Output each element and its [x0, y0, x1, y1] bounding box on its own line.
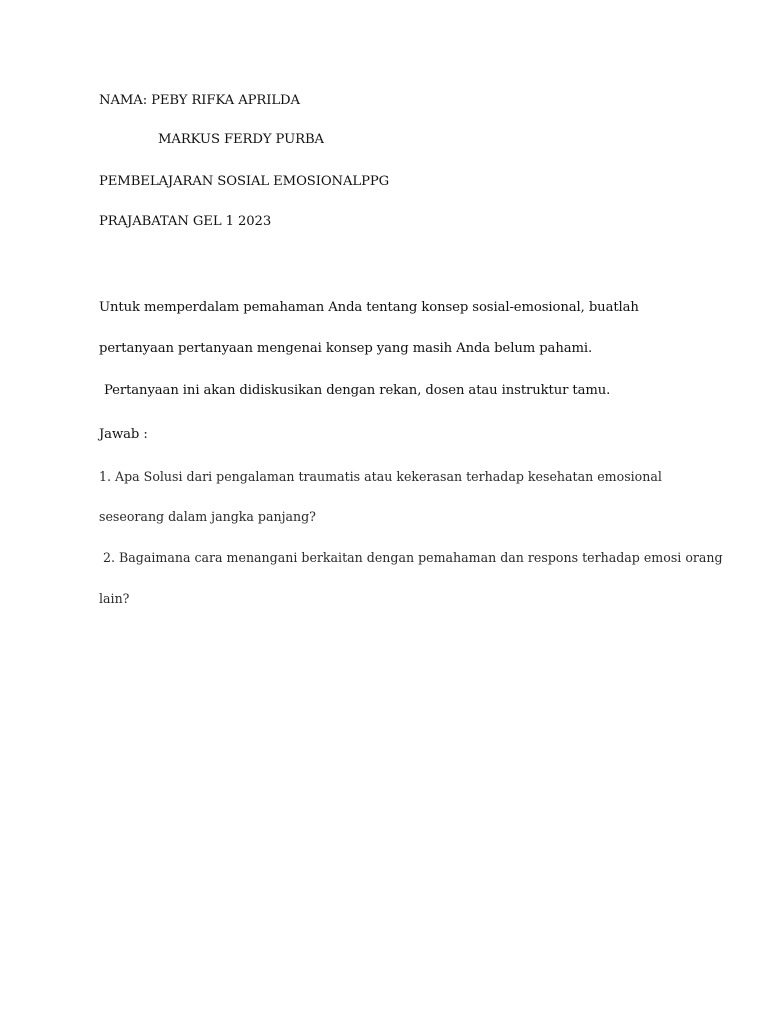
instruction-line-1: Untuk memperdalam pemahaman Anda tentang konsep sosial-emosional, buatlah: [99, 300, 639, 315]
student-name-2: MARKUS FERDY PURBA: [158, 132, 324, 147]
course-title: PEMBELAJARAN SOSIAL EMOSIONALPPG: [99, 174, 390, 189]
student-name-1: NAMA: PEBY RIFKA APRILDA: [99, 93, 300, 108]
instruction-line-2: pertanyaan pertanyaan mengenai konsep yang masih Anda belum pahami.: [99, 341, 593, 356]
batch-title: PRAJABATAN GEL 1 2023: [99, 214, 272, 229]
instruction-line-3: Pertanyaan ini akan didiskusikan dengan rekan, dosen atau instruktur tamu.: [104, 383, 611, 398]
question-2-line-2: lain?: [99, 591, 130, 606]
answer-label: Jawab :: [99, 427, 148, 442]
question-1-line-2: seseorang dalam jangka panjang?: [99, 509, 316, 524]
question-1-line-1: 1. Apa Solusi dari pengalaman traumatis atau kekerasan terhadap kesehatan emosional: [99, 469, 662, 484]
question-2-line-1: 2. Bagaimana cara menangani berkaitan dengan pemahaman dan respons terhadap emosi orang: [103, 550, 723, 565]
